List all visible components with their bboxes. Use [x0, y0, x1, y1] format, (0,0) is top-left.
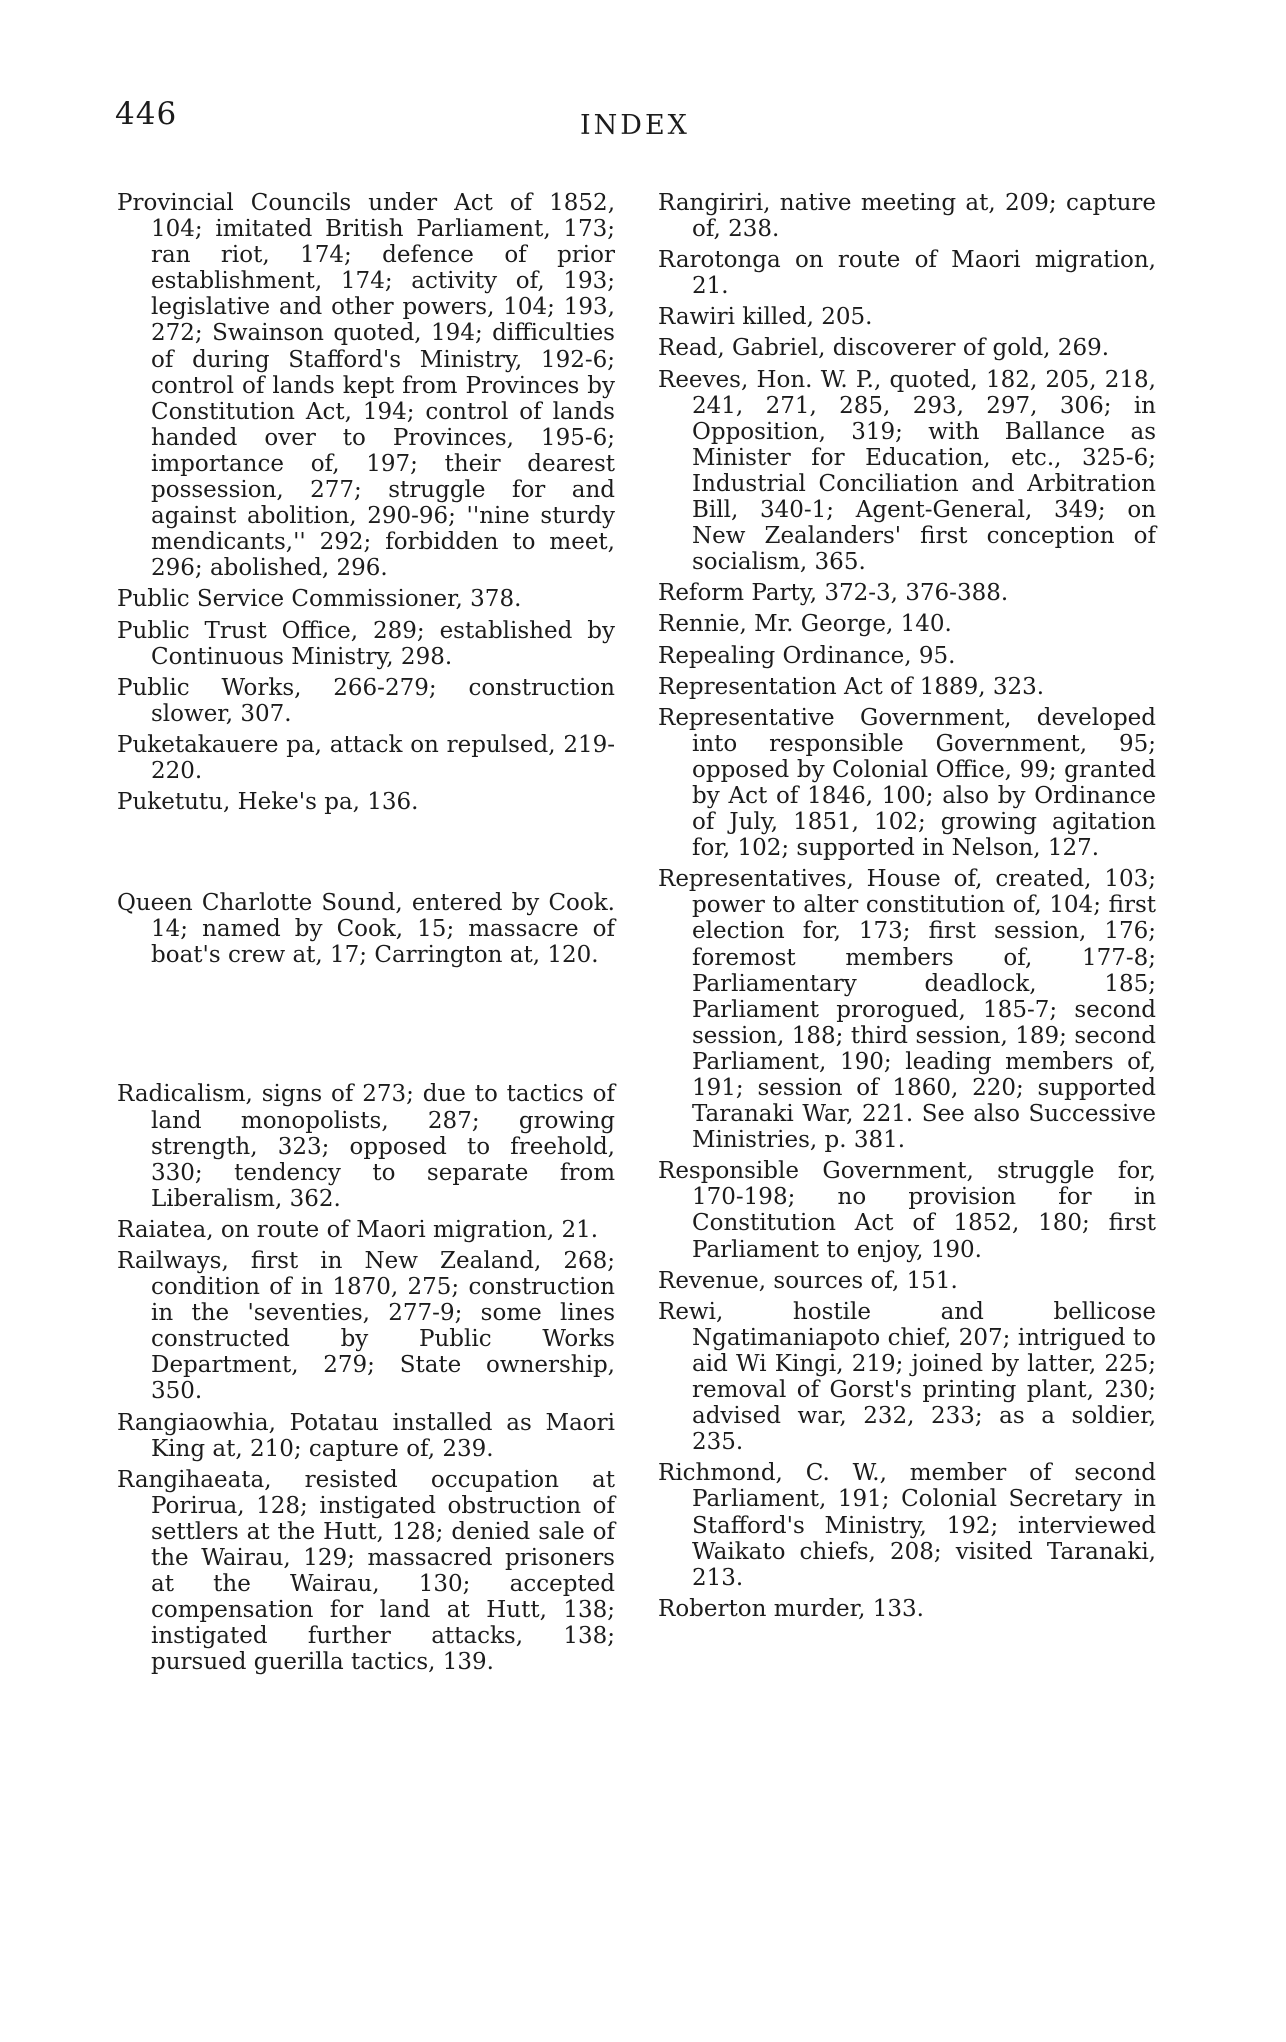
index-entry: Representative Government, developed into responsible Government, 95; opposed by Colonial Office, 99; granted by Act of 1846, 100; also by Ordinance of July, 1851, 102; growing agitation for, 102; supported in Nelson, 127.: [658, 704, 1156, 862]
index-entry: Reeves, Hon. W. P., quoted, 182, 205, 218, 241, 271, 285, 293, 297, 306; in Opposition, 319; with Ballance as Minister for Education, etc., 325-6; Industrial Conciliation and Arbitration Bill, 340-1; Agent-General, 349; on New Zealanders' first conception of socialism, 365.: [658, 366, 1156, 576]
index-entry: Public Trust Office, 289; established by Continuous Ministry, 298.: [117, 617, 615, 670]
index-entry: Rangiriri, native meeting at, 209; capture of, 238.: [658, 190, 1156, 243]
index-entry: Representatives, House of, created, 103; power to alter constitution of, 104; first election for, 173; first session, 176; foremost members of, 177-8; Parliamentary deadlock, 185; Parliament prorogued, 185-7; second session, 188; third session, 189; second Parliament, 190; leading members of, 191; session of 1860, 220; supported Taranaki War, 221. See also Successive Ministries, p. 381.: [658, 866, 1156, 1154]
index-entry: Roberton murder, 133.: [658, 1595, 924, 1622]
index-entry: Railways, first in New Zealand, 268; condition of in 1870, 275; construction in the 'seventies, 277-9; some lines constructed by Public Works Department, 279; State ownership, 350.: [117, 1248, 615, 1405]
index-entry: Rawiri killed, 205.: [658, 304, 873, 331]
index-entry: Rewi, hostile and bellicose Ngatimaniapoto chief, 207; intrigued to aid Wi Kingi, 219; joined by latter, 225; removal of Gorst's printing plant, 230; advised war, 232, 233; as a soldier, 235.: [658, 1298, 1156, 1456]
index-column-right: [658, 190, 1156, 1627]
index-entry: Public Service Commissioner, 378.: [117, 586, 522, 613]
index-entry: Representation Act of 1889, 323.: [658, 673, 1045, 700]
index-entry: Rarotonga on route of Maori migration, 21.: [658, 247, 1156, 300]
index-entry: Rangiaowhia, Potatau installed as Maori King at, 210; capture of, 239.: [117, 1409, 615, 1462]
index-column-left: [117, 190, 615, 1681]
index-entry: Puketutu, Heke's pa, 136.: [117, 789, 419, 816]
page-number: 446: [115, 96, 178, 132]
index-entry: Responsible Government, struggle for, 170-198; no provision for in Constitution Act of 1852, 180; first Parliament to enjoy, 190.: [658, 1158, 1156, 1263]
section-divider: [117, 820, 615, 890]
index-entry: Rennie, Mr. George, 140.: [658, 611, 952, 638]
index-entry: Reform Party, 372-3, 376-388.: [658, 580, 1009, 607]
index-entry: Queen Charlotte Sound, entered by Cook. 14; named by Cook, 15; massacre of boat's crew at, 17; Carrington at, 120.: [117, 890, 615, 969]
index-entry: Read, Gabriel, discoverer of gold, 269.: [658, 335, 1110, 362]
index-entry: Raiatea, on route of Maori migration, 21.: [117, 1216, 599, 1243]
running-head: INDEX: [580, 110, 690, 141]
index-entry: Rangihaeata, resisted occupation at Porirua, 128; instigated obstruction of settlers at the Hutt, 128; denied sale of the Wairau, 129; massacred prisoners at the Wairau, 130; accepted compensation for land at Hutt, 138; instigated further attacks, 138; pursued guerilla tactics, 139.: [117, 1466, 615, 1676]
index-entry: Radicalism, signs of 273; due to tactics of land monopolists, 287; growing strength, 323; opposed to freehold, 330; tendency to separate from Liberalism, 362.: [117, 1081, 615, 1212]
index-entry: Puketakauere pa, attack on repulsed, 219-220.: [117, 731, 615, 784]
index-entry: Repealing Ordinance, 95.: [658, 642, 956, 669]
section-divider: [117, 973, 615, 1081]
index-entry: Provincial Councils under Act of 1852, 104; imitated British Parliament, 173; ran riot, 174; defence of prior establishment, 174; activity of, 193; legislative and other powers, 104; 193, 272; Swainson quoted, 194; difficulties of during Stafford's Ministry, 192-6; control of lands kept from Provinces by Constitution Act, 194; control of lands handed over to Provinces, 195-6; importance of, 197; their dearest possession, 277; struggle for and against abolition, 290-96; ''nine sturdy mendicants,'' 292; forbidden to meet, 296; abolished, 296.: [117, 190, 615, 582]
index-entry: Public Works, 266-279; construction slower, 307.: [117, 674, 615, 727]
index-entry: Richmond, C. W., member of second Parliament, 191; Colonial Secretary in Stafford's Ministry, 192; interviewed Waikato chiefs, 208; visited Taranaki, 213.: [658, 1460, 1156, 1591]
index-entry: Revenue, sources of, 151.: [658, 1267, 958, 1294]
